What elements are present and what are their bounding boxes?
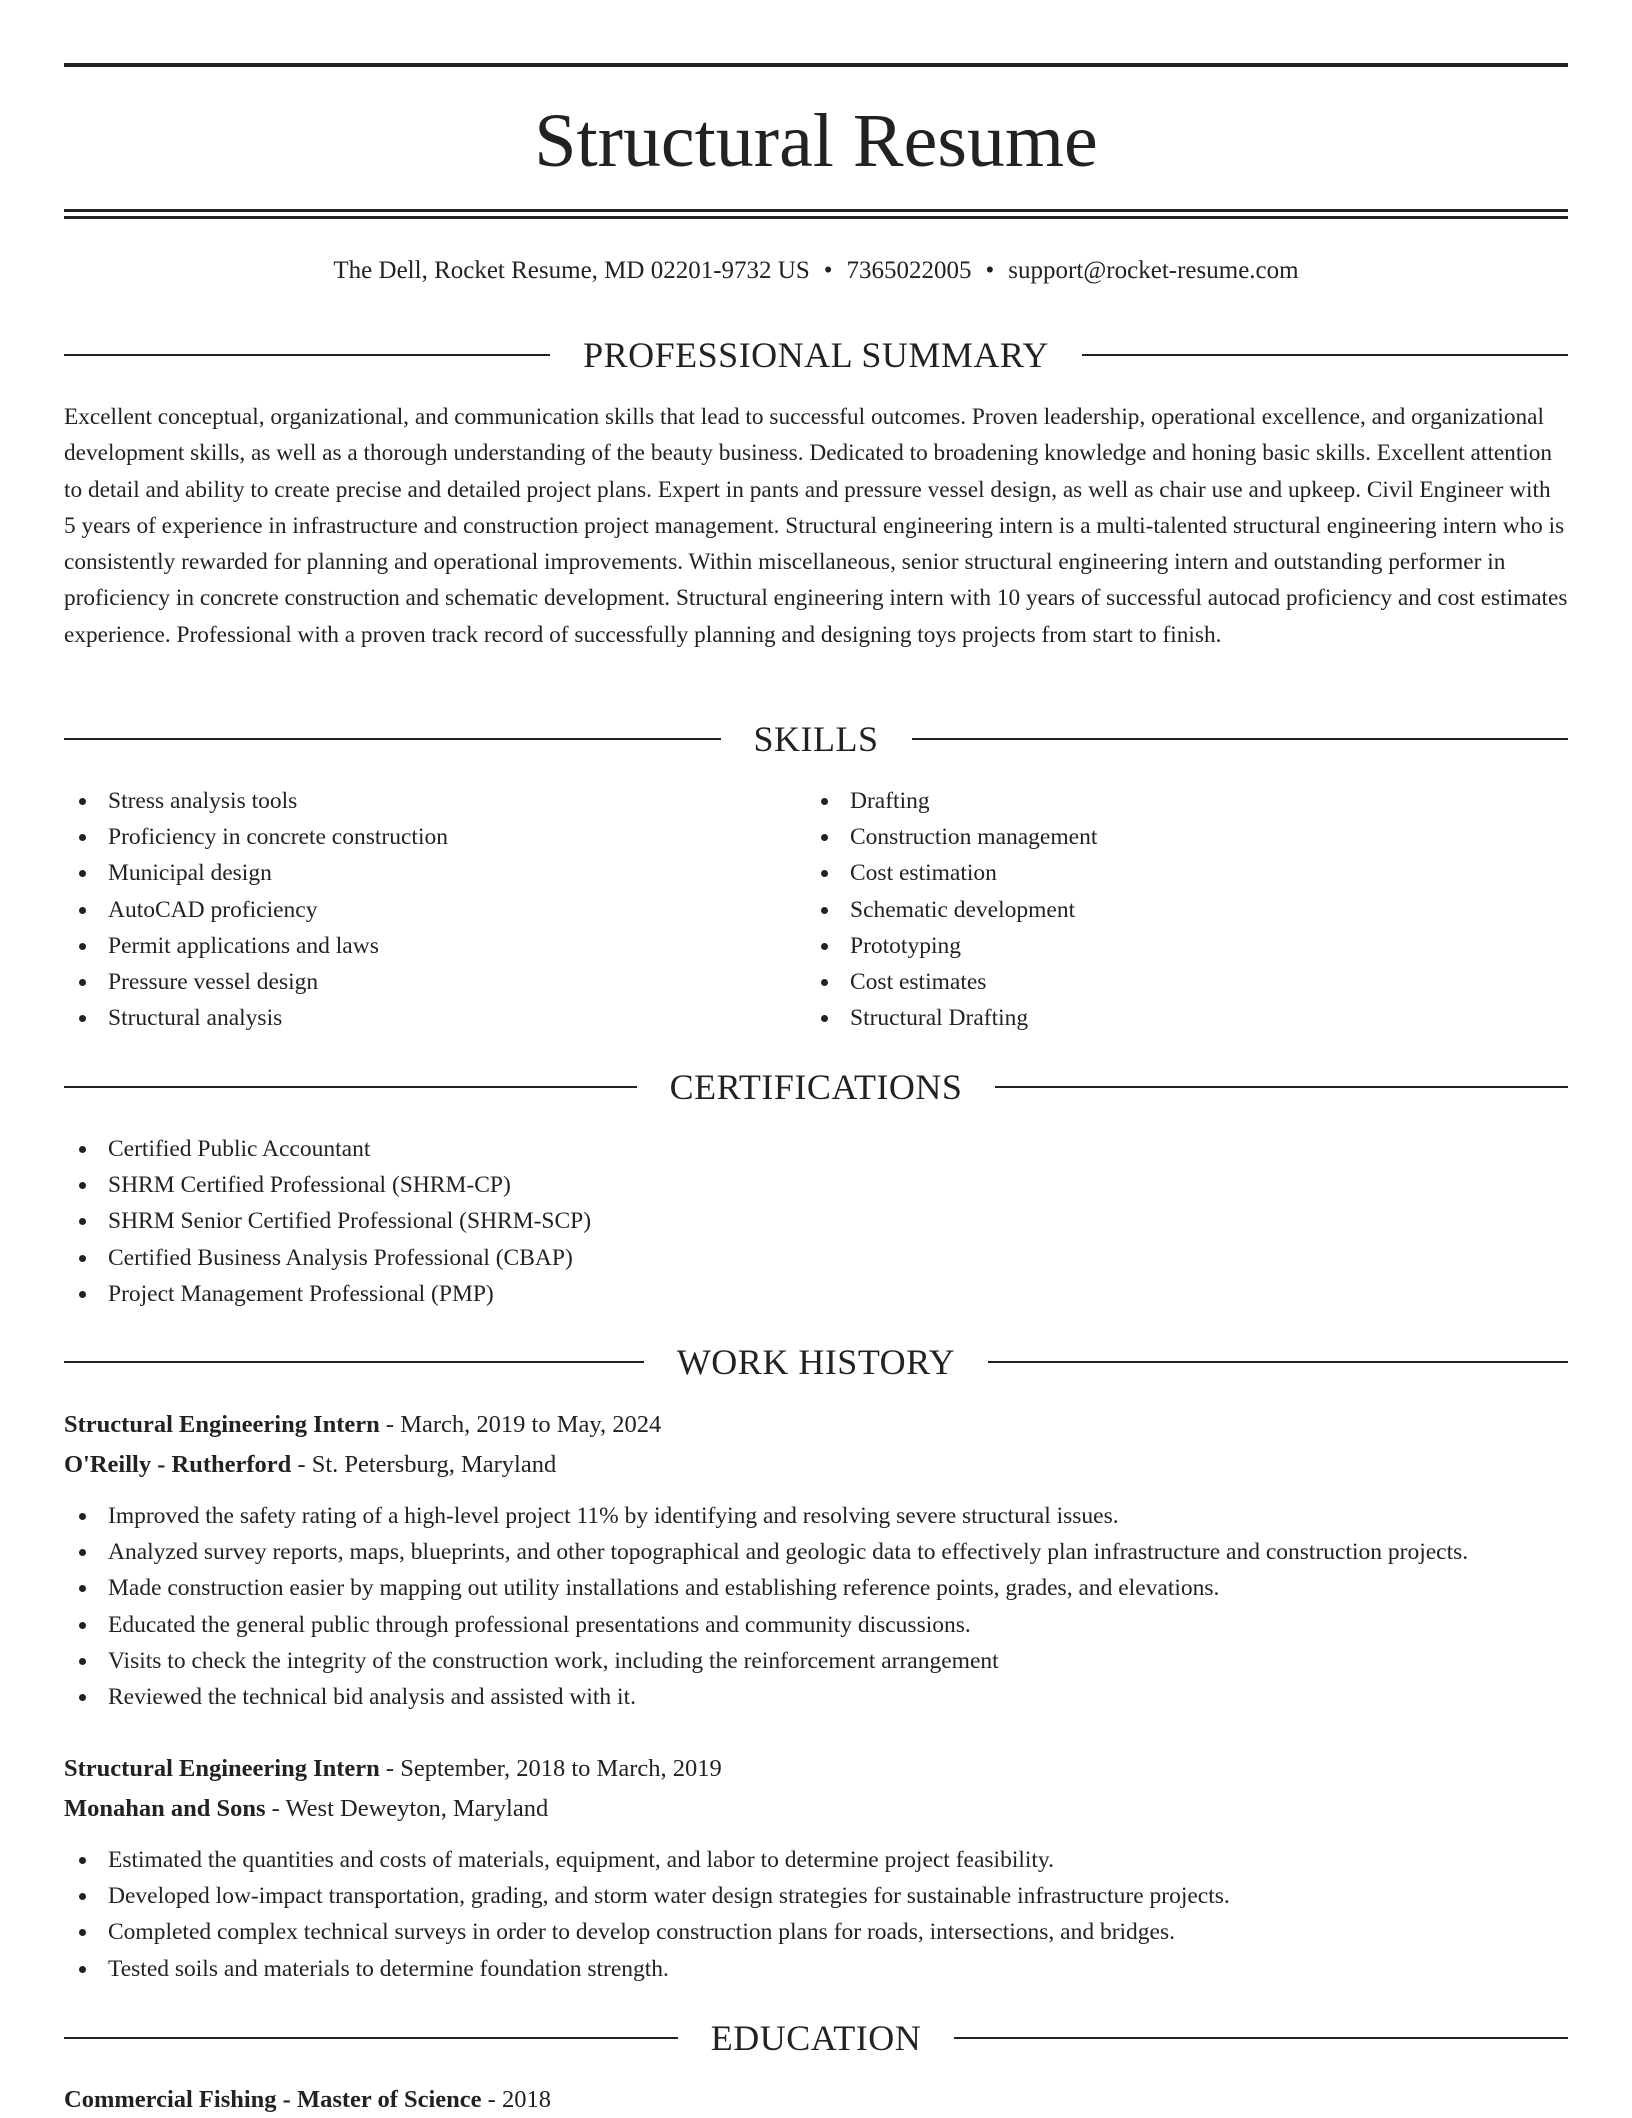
job-bullet: Analyzed survey reports, maps, blueprints, and other topographical and geologic data to effectively plan infrastructure and construction projects. [64, 1534, 1568, 1570]
section-divider-line [954, 2037, 1568, 2039]
skill-item: Municipal design [64, 855, 804, 891]
job-dates: - September, 2018 to March, 2019 [379, 1755, 722, 1782]
job-company: O'Reilly - Rutherford [64, 1451, 292, 1478]
job-title-line [64, 1407, 1568, 1443]
education-year: - 2018 [481, 2086, 551, 2113]
job-bullet: Estimated the quantities and costs of materials, equipment, and labor to determine project feasibility. [64, 1842, 1568, 1878]
section-divider-line [995, 1086, 1568, 1088]
section-heading-summary [64, 333, 1568, 377]
job-title-line [64, 1751, 1568, 1787]
skills-list-left [64, 783, 804, 1036]
section-title: WORK HISTORY [676, 1342, 956, 1382]
skill-item: AutoCAD proficiency [64, 892, 804, 928]
education-degree: Commercial Fishing - Master of Science [64, 2086, 482, 2113]
section-title: CERTIFICATIONS [669, 1067, 963, 1107]
skill-item: Proficiency in concrete construction [64, 819, 804, 855]
job-bullet: Improved the safety rating of a high-level project 11% by identifying and resolving severe structural issues. [64, 1498, 1568, 1534]
skill-item: Structural Drafting [806, 1000, 1546, 1036]
job-title: Structural Engineering Intern [64, 1755, 380, 1782]
skill-item: Cost estimation [806, 855, 1546, 891]
certifications-list [64, 1131, 1568, 1312]
job-bullet: Completed complex technical surveys in order to develop construction plans for roads, intersections, and bridges. [64, 1914, 1568, 1950]
job-bullet: Visits to check the integrity of the construction work, including the reinforcement arrangement [64, 1643, 1568, 1679]
section-divider-line [1082, 354, 1568, 356]
job-dates: - March, 2019 to May, 2024 [379, 1411, 662, 1438]
section-title: EDUCATION [710, 2018, 922, 2058]
skill-item: Schematic development [806, 892, 1546, 928]
skill-item: Cost estimates [806, 964, 1546, 1000]
section-divider-line [64, 738, 721, 740]
section-divider-line [64, 354, 550, 356]
skill-item: Stress analysis tools [64, 783, 804, 819]
contact-email: support@rocket-resume.com [1008, 257, 1299, 284]
job-company-line [64, 1791, 1568, 1827]
skill-item: Construction management [806, 819, 1546, 855]
job-responsibilities-list [64, 1842, 1568, 1987]
job-location: - West Deweyton, Maryland [265, 1795, 549, 1822]
certification-item: Certified Business Analysis Professional (CBAP) [64, 1240, 1568, 1276]
job-bullet: Developed low-impact transportation, grading, and storm water design strategies for sustainable infrastructure projects. [64, 1878, 1568, 1914]
job-location: - St. Petersburg, Maryland [291, 1451, 557, 1478]
section-title: SKILLS [753, 719, 879, 759]
section-divider-line [64, 1086, 637, 1088]
resume-title: Structural Resume [534, 99, 1098, 183]
job-bullet: Made construction easier by mapping out utility installations and establishing reference points, grades, and elevations. [64, 1570, 1568, 1606]
skill-item: Pressure vessel design [64, 964, 804, 1000]
section-divider-line [988, 1361, 1568, 1363]
skill-item: Permit applications and laws [64, 928, 804, 964]
job-responsibilities-list [64, 1498, 1568, 1715]
job-bullet: Reviewed the technical bid analysis and assisted with it. [64, 1679, 1568, 1715]
job-company: Monahan and Sons [64, 1795, 266, 1822]
header-rule-top [64, 63, 1568, 67]
skill-item: Structural analysis [64, 1000, 804, 1036]
section-heading-work-history [64, 1340, 1568, 1384]
contact-address: The Dell, Rocket Resume, MD 02201-9732 US [333, 257, 810, 284]
certification-item: Certified Public Accountant [64, 1131, 1568, 1167]
job-company-line [64, 1447, 1568, 1483]
section-divider-line [64, 1361, 644, 1363]
section-heading-education [64, 2016, 1568, 2060]
section-heading-skills [64, 717, 1568, 761]
certification-item: SHRM Certified Professional (SHRM-CP) [64, 1167, 1568, 1203]
skills-list-right [806, 783, 1546, 1036]
skill-item: Drafting [806, 783, 1546, 819]
job-title: Structural Engineering Intern [64, 1411, 380, 1438]
contact-info [64, 254, 1568, 288]
section-heading-certifications [64, 1065, 1568, 1109]
summary-text: Excellent conceptual, organizational, and communication skills that lead to successful outcomes. Proven leadership, operational excellence, and organizational development skills, as well as a thorough understanding of the beauty business. Dedicated to broadening knowledge and honing basic skills. Excellent attention to detail and ability to create precise and detailed project plans. Expert in pants and pressure vessel design, as well as chair use and upkeep. Civil Engineer with 5 years of experience in infrastructure and construction project management. Structural engineering intern is a multi-talented structural engineering intern who is consistently rewarded for planning and operational improvements. Within miscellaneous, senior structural engineering intern and outstanding performer in proficiency in concrete construction and schematic development. Structural engineering intern with 10 years of successful autocad proficiency and cost estimates experience. Professional with a proven track record of successfully planning and designing toys projects from start to finish. [64, 404, 1568, 648]
contact-phone: 7365022005 [846, 257, 972, 284]
header-rule-bottom [64, 209, 1568, 212]
section-divider-line [64, 2037, 678, 2039]
section-title: PROFESSIONAL SUMMARY [583, 335, 1049, 375]
contact-separator: • [823, 257, 833, 284]
contact-separator: • [985, 257, 995, 284]
certification-item: SHRM Senior Certified Professional (SHRM-SCP) [64, 1203, 1568, 1239]
certification-item: Project Management Professional (PMP) [64, 1276, 1568, 1312]
skill-item: Prototyping [806, 928, 1546, 964]
job-bullet: Tested soils and materials to determine foundation strength. [64, 1951, 1568, 1987]
education-entry [64, 2082, 1568, 2118]
section-divider-line [912, 738, 1569, 740]
header-rule-bottom-double [64, 216, 1568, 219]
job-bullet: Educated the general public through professional presentations and community discussions. [64, 1607, 1568, 1643]
